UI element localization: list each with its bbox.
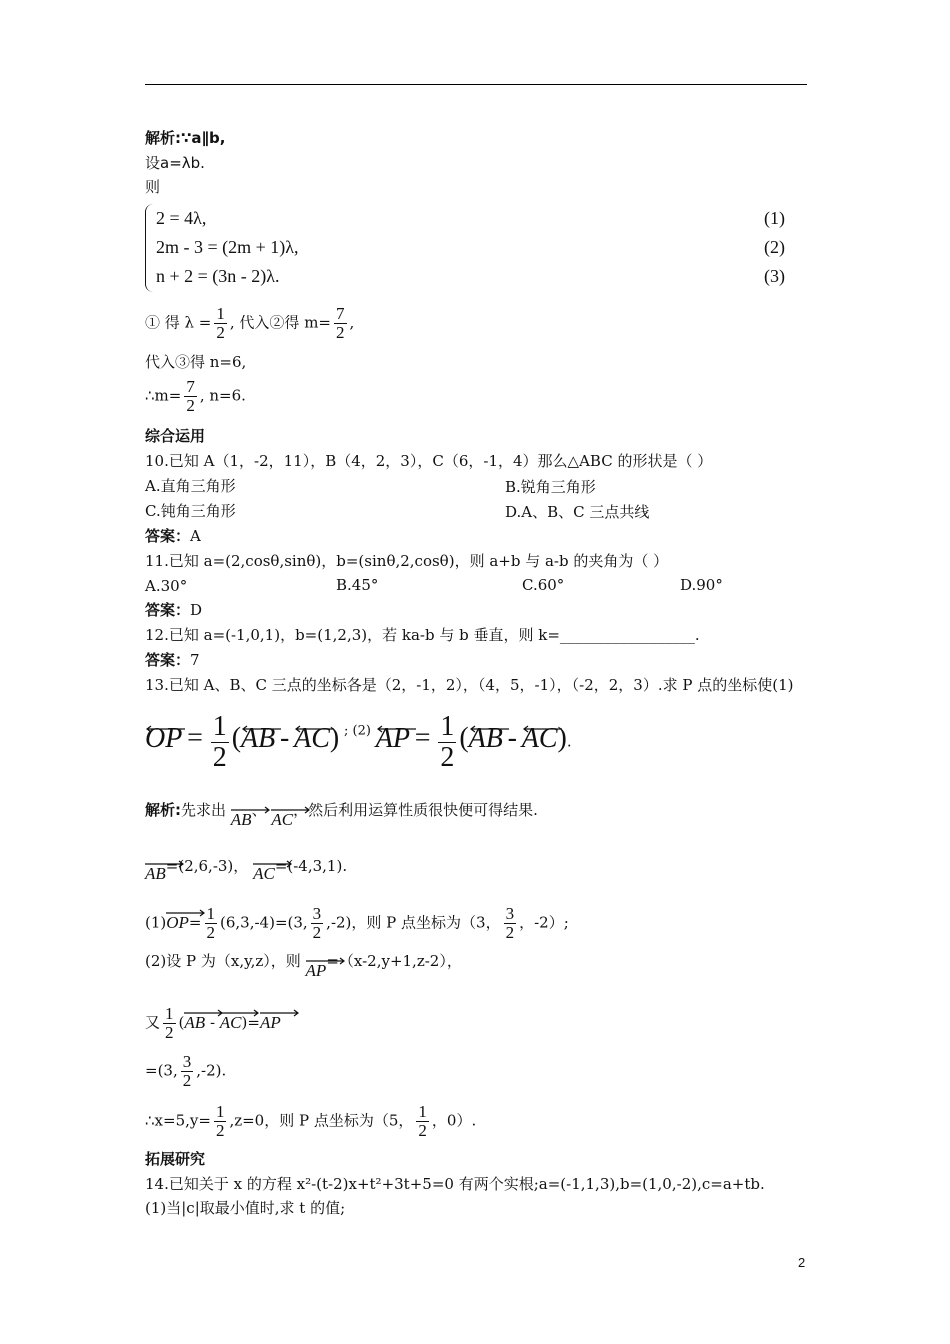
fraction: $\frac{1}{2}$ — [418, 1102, 427, 1140]
q10-answer: 答案：A — [145, 527, 201, 545]
q10-option-c: C.钝角三角形 — [145, 502, 236, 520]
equation-tag-2: (2) — [764, 237, 785, 257]
q13-solution-intro: 解析:先求出 AB、 AC，然后利用运算性质很快便可得结果. — [145, 801, 538, 829]
equation-tag-1: (1) — [764, 208, 785, 228]
fraction: $\frac{1}{2}$ — [440, 711, 455, 773]
fraction: $\frac{3}{2}$ — [312, 904, 322, 942]
q13-part-2: (2)设 P 为（x,y,z），则 AP=（x-2,y+1,z-2）， — [145, 952, 462, 980]
q13-conclusion: ∴x=5,y= $\frac{1}{2}$ ,z=0，则 P 点坐标为（5， $\frac{1}{2}$ ，0）. — [145, 1102, 477, 1140]
vector-ab: AB — [469, 729, 503, 749]
analysis-line-3: 则 — [145, 178, 161, 196]
q13-stem: 13.已知 A、B、C 三点的坐标各是（2，-1，2），（4，5，-1），（-2，2，3）.求 P 点的坐标使(1) — [145, 676, 794, 694]
analysis-text: 解析:∵a∥b, — [145, 129, 226, 147]
q11-option-a: A.30° — [145, 577, 188, 595]
step-1: ① 得 λ = $\frac{1}{2}$ , 代入②得 m= $\frac{7}{2}$ , — [145, 304, 355, 342]
vector-ap: AP — [306, 961, 327, 981]
q11-stem: 11.已知 a=(2,cosθ,sinθ)，b=(sinθ,2,cosθ)，则 a+b 与 a-b 的夹角为（ ） — [145, 552, 669, 570]
step-2: 代入③得 n=6, — [145, 353, 247, 371]
vector-ac: AC — [220, 1013, 242, 1033]
vector-op: OP — [166, 913, 189, 933]
q14-stem: 14.已知关于 x 的方程 x²-(t-2)x+t²+3t+5=0 有两个实根;a=(-1,1,3),b=(1,0,-2),c=a+tb. — [145, 1175, 765, 1193]
section-heading-extension: 拓展研究 — [145, 1150, 206, 1168]
vector-ab: AB — [184, 1013, 205, 1033]
vector-ac: AC — [271, 810, 293, 830]
q11-option-b: B.45° — [336, 576, 379, 594]
vector-ac: AC — [522, 729, 558, 749]
analysis-line-2: 设a=λb. — [145, 154, 205, 172]
fraction: $\frac{7}{2}$ — [336, 304, 345, 342]
analysis-line-1 — [145, 128, 226, 148]
fraction: $\frac{1}{2}$ — [212, 711, 227, 773]
q13-conditions: OP = $\frac{1}{2}$ ( AB - AC) ; (2) AP = $\frac{1}{2}$ ( AB - AC). — [145, 711, 572, 773]
equation-2: 2m - 3 = (2m + 1)λ, — [156, 237, 299, 257]
q13-step-also: 又 $\frac{1}{2}$ ( AB - AC)= AP — [145, 1005, 281, 1042]
q11-option-d: D.90° — [680, 576, 723, 594]
vector-ac: AC — [253, 864, 275, 884]
fraction: $\frac{7}{2}$ — [186, 377, 195, 415]
q13-step-result: =(3, $\frac{3}{2}$ ,-2). — [145, 1052, 227, 1090]
vector-op: OP — [145, 729, 182, 749]
q14-part-1: (1)当|c|取最小值时,求 t 的值; — [145, 1199, 346, 1217]
q10-option-d: D.A、B、C 三点共线 — [505, 503, 650, 521]
q10-option-a: A.直角三角形 — [145, 477, 236, 495]
q11-answer: 答案：D — [145, 601, 203, 619]
fraction: $\frac{3}{2}$ — [182, 1052, 192, 1090]
equation-tag-3: (3) — [764, 266, 785, 286]
q12-answer: 答案：7 — [145, 651, 200, 669]
vector-ac: AC — [294, 729, 330, 749]
fraction: $\frac{3}{2}$ — [505, 904, 515, 942]
equation-3: n + 2 = (3n - 2)λ. — [156, 266, 280, 286]
q12-stem: 12.已知 a=(-1,0,1)，b=(1,2,3)，若 ka-b 与 b 垂直，则 k=__________________. — [145, 626, 700, 644]
q10-stem: 10.已知 A（1，-2，11），B（4，2，3），C（6，-1，4）那么△ABC 的形状是（ ） — [145, 452, 713, 470]
q11-option-c: C.60° — [522, 576, 565, 594]
vector-ap: AP — [260, 1013, 281, 1033]
header-rule — [145, 84, 807, 85]
section-heading-integrated: 综合运用 — [145, 427, 206, 445]
fraction: $\frac{1}{2}$ — [216, 304, 225, 342]
q10-option-b: B.锐角三角形 — [505, 478, 596, 496]
fraction: $\frac{1}{2}$ — [215, 1102, 225, 1140]
q13-part-1: (1) OP= $\frac{1}{2}$ (6,3,-4)=(3, $\frac{3}{2}$ ,-2)，则 P 点坐标为（3， $\frac{3}{2}$ ，-2）; — [145, 904, 569, 942]
equation-1: 2 = 4λ, — [156, 208, 207, 228]
vector-ab: AB — [145, 864, 166, 884]
vector-ab: AB — [231, 810, 252, 830]
equation-brace — [145, 204, 154, 292]
vector-ab: AB — [241, 729, 275, 749]
q13-vector-values: AB=(2,6,-3)， AC=(-4,3,1). — [145, 857, 348, 883]
fraction: $\frac{1}{2}$ — [206, 904, 215, 942]
fraction: $\frac{1}{2}$ — [165, 1004, 174, 1042]
vector-ap: AP — [376, 729, 410, 749]
page-number: 2 — [798, 1255, 806, 1270]
step-3: ∴m= $\frac{7}{2}$ , n=6. — [145, 377, 246, 415]
